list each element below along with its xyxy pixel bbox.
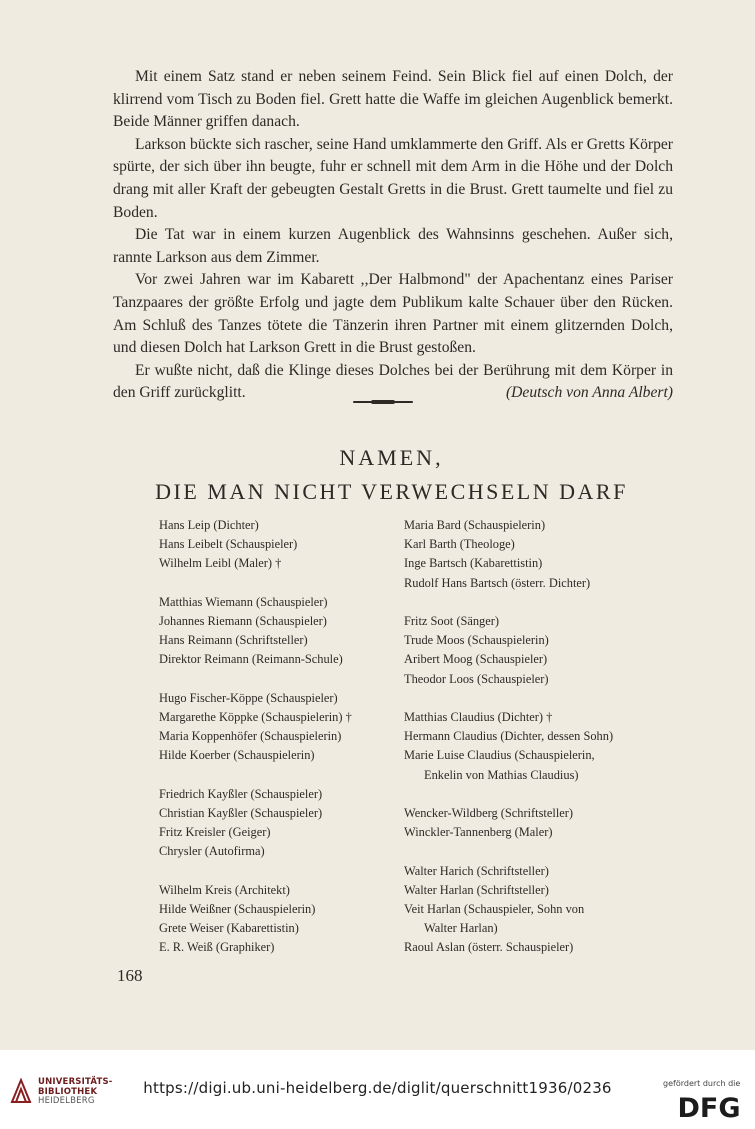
- name-entry: Rudolf Hans Bartsch (österr. Dichter): [404, 575, 591, 590]
- group-spacer: [404, 689, 644, 708]
- name-entry: Winckler-Tannenberg (Maler): [404, 825, 553, 840]
- page-number: 168: [117, 966, 143, 985]
- group-spacer: [404, 593, 644, 612]
- name-entry: Veit Harlan (Schauspieler, Sohn von: [404, 902, 585, 916]
- name-entry: Walter Harich (Schriftsteller): [404, 863, 549, 878]
- name-entry: Walter Harlan (Schriftsteller): [404, 882, 549, 897]
- name-entry: Hans Leip (Dichter): [159, 518, 259, 532]
- name-entry: Johannes Riemann (Schauspieler): [159, 614, 327, 628]
- name-entry: Christian Kayßler (Schauspieler): [159, 806, 323, 820]
- group-spacer: [159, 862, 394, 881]
- name-entry: Raoul Aslan (österr. Schauspieler): [404, 940, 574, 955]
- paragraph-text: Er wußte nicht, daß die Klinge dieses Dolches bei der Berührung mit dem Körper in den Griff zurückglitt.: [113, 361, 673, 402]
- name-entry: Hans Reimann (Schriftsteller): [159, 633, 308, 648]
- funding-caption: gefördert durch die: [663, 1079, 741, 1088]
- name-entry: Hans Leibelt (Schauspieler): [159, 537, 298, 552]
- name-entry: Wilhelm Kreis (Architekt): [159, 882, 290, 897]
- name-entry: Maria Bard (Schauspielerin): [404, 518, 546, 532]
- names-left-column: [159, 516, 394, 958]
- library-name-line: HEIDELBERG: [38, 1096, 95, 1106]
- name-entry: Hilde Weißner (Schauspielerin): [159, 902, 316, 916]
- name-entry: Friedrich Kayßler (Schauspieler): [159, 786, 323, 801]
- name-entry: Direktor Reimann (Reimann-Schule): [159, 652, 343, 667]
- name-entry: Trude Moos (Schauspielerin): [404, 633, 549, 648]
- name-entry-continuation: Enkelin von Mathias Claudius): [424, 767, 579, 782]
- paragraph: Die Tat war in einem kurzen Augenblick des Wahnsinns geschehen. Außer sich, rannte Larkson aus dem Zimmer.: [113, 226, 673, 266]
- paragraph: [113, 360, 673, 405]
- digitization-footer: [0, 1050, 755, 1129]
- section-title-line1: NAMEN,: [339, 445, 444, 470]
- names-right-column: [404, 516, 644, 958]
- group-spacer: [404, 785, 644, 804]
- name-entry: Fritz Soot (Sänger): [404, 614, 499, 628]
- name-entry: Matthias Claudius (Dichter) †: [404, 710, 553, 724]
- name-entry: E. R. Weiß (Graphiker): [159, 940, 275, 955]
- paragraph: Vor zwei Jahren war im Kabarett ,,Der Halbmond" der Apachentanz eines Pariser Tanzpaares der größte Erfolg und jagte dem Publikum kalte Schauer über den Rücken. Am Schluß des Tanzes tötete die Tänzerin ihren Partner mit einem glitzernden Dolch, und diesen Dolch hat Larkson Grett in die Brust gestoßen.: [113, 271, 673, 357]
- translator-credit: (Deutsch von Anna Albert): [505, 384, 673, 402]
- library-name-line: BIBLIOTHEK: [38, 1086, 98, 1097]
- dfg-logo-text: DFG: [677, 1094, 741, 1120]
- group-spacer: [159, 766, 394, 785]
- story-text: [113, 66, 673, 405]
- name-entry: Wencker-Wildberg (Schriftsteller): [404, 806, 574, 820]
- name-entry: Wilhelm Leibl (Maler) †: [159, 556, 282, 571]
- name-entry: Hilde Koerber (Schauspielerin): [159, 748, 315, 763]
- source-url-link[interactable]: https://digi.ub.uni-heidelberg.de/diglit/querschnitt1936/0236: [143, 1079, 612, 1097]
- group-spacer: [159, 574, 394, 593]
- paragraph: Larkson bückte sich rascher, seine Hand umklammerte den Griff. Als er Gretts Körper spürte, der sich über ihn beugte, fuhr er schnell mit dem Arm in die Höhe und der Dolch drang mit aller Kraft der gebeugten Gestalt Gretts in die Brust. Grett taumelte und fiel zu Boden.: [113, 135, 673, 221]
- dfg-logo-icon: [672, 1094, 746, 1120]
- paragraph: Mit einem Satz stand er neben seinem Feind. Sein Blick fiel auf einen Dolch, der klirrend vom Tisch zu Boden fiel. Grett hatte die Waffe im gleichen Augenblick bemerkt. Beide Männer griffen danach.: [113, 68, 673, 131]
- name-entry: Hermann Claudius (Dichter, dessen Sohn): [404, 729, 614, 744]
- name-entry: Inge Bartsch (Kabarettistin): [404, 556, 543, 571]
- name-entry: Grete Weiser (Kabarettistin): [159, 921, 299, 936]
- name-entry: Marie Luise Claudius (Schauspielerin,: [404, 748, 595, 763]
- ornamental-divider: [353, 401, 413, 403]
- name-entry: Chrysler (Autofirma): [159, 844, 265, 859]
- name-entry-continuation: Walter Harlan): [424, 921, 498, 936]
- name-entry: Margarethe Köppke (Schauspielerin) †: [159, 710, 352, 724]
- group-spacer: [404, 842, 644, 861]
- name-entry: Fritz Kreisler (Geiger): [159, 825, 271, 840]
- name-entry: Maria Koppenhöfer (Schauspielerin): [159, 729, 342, 744]
- section-title-line2: DIE MAN NICHT VERWECHSELN DARF: [155, 479, 628, 504]
- name-entry: Theodor Loos (Schauspieler): [404, 671, 549, 686]
- name-entry: Karl Barth (Theologe): [404, 537, 515, 552]
- name-entry: Aribert Moog (Schauspieler): [404, 652, 548, 667]
- library-name-line: UNIVERSITÄTS-: [38, 1077, 113, 1087]
- group-spacer: [159, 670, 394, 689]
- name-entry: Matthias Wiemann (Schauspieler): [159, 594, 328, 609]
- name-entry: Hugo Fischer-Köppe (Schauspieler): [159, 690, 338, 705]
